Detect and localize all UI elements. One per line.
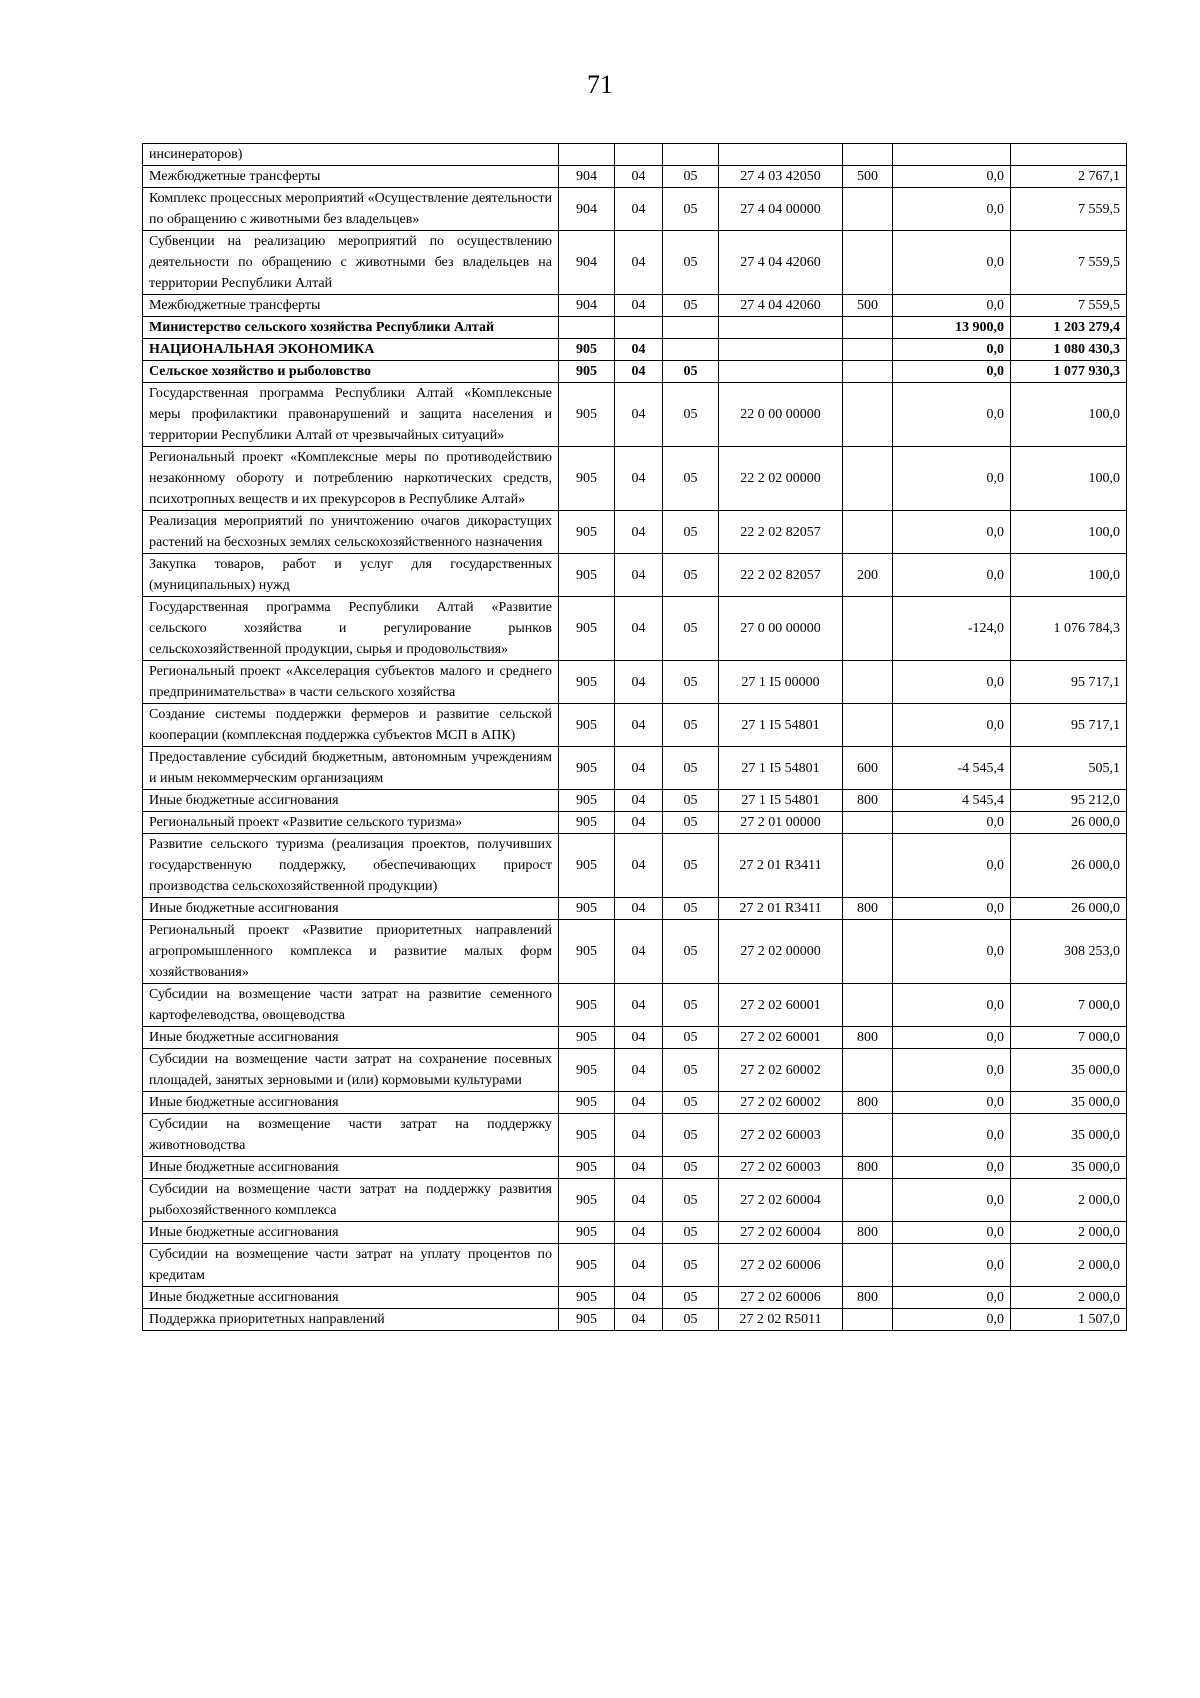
- target-article-cell: 27 2 02 60004: [719, 1222, 843, 1244]
- subsection-code-cell: 05: [663, 1157, 719, 1179]
- table-row: [143, 166, 1127, 188]
- expense-type-cell: [843, 339, 893, 361]
- expense-type-cell: [843, 704, 893, 747]
- subsection-code-cell: 05: [663, 361, 719, 383]
- table-row: [143, 704, 1127, 747]
- target-article-cell: 27 1 I5 54801: [719, 704, 843, 747]
- grbs-code-cell: 905: [559, 554, 615, 597]
- table-row: [143, 447, 1127, 511]
- subsection-code-cell: 05: [663, 1309, 719, 1331]
- row-name-cell: инсинераторов): [143, 144, 559, 166]
- total-amount-cell: 100,0: [1011, 554, 1127, 597]
- change-amount-cell: 0,0: [893, 383, 1011, 447]
- change-amount-cell: 0,0: [893, 361, 1011, 383]
- expense-type-cell: [843, 188, 893, 231]
- table-row: [143, 1049, 1127, 1092]
- subsection-code-cell: 05: [663, 166, 719, 188]
- row-name-cell: Иные бюджетные ассигнования: [143, 790, 559, 812]
- expense-type-cell: 200: [843, 554, 893, 597]
- subsection-code-cell: 05: [663, 812, 719, 834]
- subsection-code-cell: 05: [663, 920, 719, 984]
- section-code-cell: 04: [615, 790, 663, 812]
- target-article-cell: 27 2 02 60002: [719, 1049, 843, 1092]
- row-name-cell: Предоставление субсидий бюджетным, автономным учреждениям и иным некоммерческим организациям: [143, 747, 559, 790]
- subsection-code-cell: [663, 317, 719, 339]
- expense-type-cell: [843, 1309, 893, 1331]
- expense-type-cell: 800: [843, 1157, 893, 1179]
- target-article-cell: 27 2 02 60001: [719, 984, 843, 1027]
- section-code-cell: 04: [615, 1309, 663, 1331]
- expense-type-cell: [843, 1244, 893, 1287]
- total-amount-cell: 26 000,0: [1011, 812, 1127, 834]
- change-amount-cell: 0,0: [893, 1309, 1011, 1331]
- expense-type-cell: [843, 231, 893, 295]
- change-amount-cell: 0,0: [893, 1049, 1011, 1092]
- expense-type-cell: [843, 920, 893, 984]
- expense-type-cell: [843, 1049, 893, 1092]
- change-amount-cell: 0,0: [893, 231, 1011, 295]
- expense-type-cell: 800: [843, 1222, 893, 1244]
- subsection-code-cell: 05: [663, 747, 719, 790]
- section-code-cell: 04: [615, 704, 663, 747]
- grbs-code-cell: 905: [559, 447, 615, 511]
- row-name-cell: Региональный проект «Развитие приоритетных направлений агропромышленного комплекса и развитие малых форм хозяйствования»: [143, 920, 559, 984]
- section-code-cell: 04: [615, 661, 663, 704]
- target-article-cell: 27 2 02 60004: [719, 1179, 843, 1222]
- change-amount-cell: 0,0: [893, 188, 1011, 231]
- table-row: [143, 1287, 1127, 1309]
- table-row: [143, 1244, 1127, 1287]
- row-name-cell: Субсидии на возмещение части затрат на поддержку животноводства: [143, 1114, 559, 1157]
- section-code-cell: 04: [615, 920, 663, 984]
- section-code-cell: 04: [615, 383, 663, 447]
- table-row: [143, 1092, 1127, 1114]
- change-amount-cell: 0,0: [893, 511, 1011, 554]
- subsection-code-cell: 05: [663, 704, 719, 747]
- subsection-code-cell: [663, 144, 719, 166]
- row-name-cell: Субсидии на возмещение части затрат на сохранение посевных площадей, занятых зерновыми и (или) кормовыми культурами: [143, 1049, 559, 1092]
- change-amount-cell: 0,0: [893, 834, 1011, 898]
- section-code-cell: 04: [615, 511, 663, 554]
- section-code-cell: 04: [615, 339, 663, 361]
- change-amount-cell: 0,0: [893, 1179, 1011, 1222]
- grbs-code-cell: 905: [559, 597, 615, 661]
- total-amount-cell: 7 559,5: [1011, 295, 1127, 317]
- row-name-cell: Министерство сельского хозяйства Республики Алтай: [143, 317, 559, 339]
- total-amount-cell: 26 000,0: [1011, 834, 1127, 898]
- target-article-cell: [719, 339, 843, 361]
- total-amount-cell: 35 000,0: [1011, 1114, 1127, 1157]
- change-amount-cell: 0,0: [893, 166, 1011, 188]
- page-number: 71: [587, 70, 613, 99]
- grbs-code-cell: 904: [559, 295, 615, 317]
- row-name-cell: Субсидии на возмещение части затрат на уплату процентов по кредитам: [143, 1244, 559, 1287]
- subsection-code-cell: 05: [663, 1092, 719, 1114]
- expense-type-cell: [843, 834, 893, 898]
- subsection-code-cell: [663, 339, 719, 361]
- change-amount-cell: 4 545,4: [893, 790, 1011, 812]
- total-amount-cell: 1 080 430,3: [1011, 339, 1127, 361]
- section-code-cell: 04: [615, 1114, 663, 1157]
- row-name-cell: Развитие сельского туризма (реализация проектов, получивших государственную поддержку, обеспечивающих прирост производства сельскохозяйственной продукции): [143, 834, 559, 898]
- total-amount-cell: 2 000,0: [1011, 1179, 1127, 1222]
- table-row: [143, 1027, 1127, 1049]
- subsection-code-cell: 05: [663, 295, 719, 317]
- total-amount-cell: 95 717,1: [1011, 661, 1127, 704]
- grbs-code-cell: 905: [559, 383, 615, 447]
- section-code-cell: 04: [615, 188, 663, 231]
- budget-table: [142, 143, 1127, 1331]
- table-row: [143, 597, 1127, 661]
- section-code-cell: 04: [615, 1157, 663, 1179]
- change-amount-cell: 0,0: [893, 1027, 1011, 1049]
- total-amount-cell: 95 717,1: [1011, 704, 1127, 747]
- target-article-cell: 27 2 02 60006: [719, 1244, 843, 1287]
- total-amount-cell: 7 559,5: [1011, 188, 1127, 231]
- table-row: [143, 144, 1127, 166]
- section-code-cell: 04: [615, 166, 663, 188]
- table-row: [143, 747, 1127, 790]
- target-article-cell: 27 4 04 42060: [719, 231, 843, 295]
- row-name-cell: Закупка товаров, работ и услуг для государственных (муниципальных) нужд: [143, 554, 559, 597]
- subsection-code-cell: 05: [663, 898, 719, 920]
- expense-type-cell: 500: [843, 295, 893, 317]
- grbs-code-cell: 905: [559, 339, 615, 361]
- section-code-cell: 04: [615, 1092, 663, 1114]
- subsection-code-cell: 05: [663, 790, 719, 812]
- target-article-cell: 27 2 01 R3411: [719, 898, 843, 920]
- section-code-cell: 04: [615, 898, 663, 920]
- total-amount-cell: 2 000,0: [1011, 1222, 1127, 1244]
- expense-type-cell: [843, 984, 893, 1027]
- table-row: [143, 317, 1127, 339]
- change-amount-cell: 0,0: [893, 704, 1011, 747]
- section-code-cell: 04: [615, 554, 663, 597]
- row-name-cell: Межбюджетные трансферты: [143, 166, 559, 188]
- target-article-cell: 27 2 02 00000: [719, 920, 843, 984]
- expense-type-cell: 800: [843, 1092, 893, 1114]
- target-article-cell: 27 2 01 R3411: [719, 834, 843, 898]
- section-code-cell: 04: [615, 231, 663, 295]
- row-name-cell: Региональный проект «Развитие сельского туризма»: [143, 812, 559, 834]
- row-name-cell: Региональный проект «Комплексные меры по противодействию незаконному обороту и потреблению наркотических средств, психотропных веществ и их прекурсоров в Республике Алтай»: [143, 447, 559, 511]
- subsection-code-cell: 05: [663, 661, 719, 704]
- change-amount-cell: 0,0: [893, 1222, 1011, 1244]
- grbs-code-cell: 904: [559, 188, 615, 231]
- grbs-code-cell: 905: [559, 898, 615, 920]
- section-code-cell: 04: [615, 812, 663, 834]
- table-row: [143, 339, 1127, 361]
- row-name-cell: Реализация мероприятий по уничтожению очагов дикорастущих растений на бесхозных землях сельскохозяйственного назначения: [143, 511, 559, 554]
- table-row: [143, 812, 1127, 834]
- change-amount-cell: 0,0: [893, 1287, 1011, 1309]
- row-name-cell: Иные бюджетные ассигнования: [143, 1157, 559, 1179]
- expense-type-cell: 500: [843, 166, 893, 188]
- expense-type-cell: 800: [843, 790, 893, 812]
- subsection-code-cell: 05: [663, 1222, 719, 1244]
- subsection-code-cell: 05: [663, 597, 719, 661]
- section-code-cell: 04: [615, 597, 663, 661]
- total-amount-cell: 7 000,0: [1011, 1027, 1127, 1049]
- change-amount-cell: 0,0: [893, 295, 1011, 317]
- target-article-cell: 27 2 02 R5011: [719, 1309, 843, 1331]
- total-amount-cell: 7 000,0: [1011, 984, 1127, 1027]
- total-amount-cell: 7 559,5: [1011, 231, 1127, 295]
- target-article-cell: 27 2 02 60002: [719, 1092, 843, 1114]
- subsection-code-cell: 05: [663, 511, 719, 554]
- row-name-cell: Сельское хозяйство и рыболовство: [143, 361, 559, 383]
- table-row: [143, 920, 1127, 984]
- target-article-cell: 27 1 I5 00000: [719, 661, 843, 704]
- row-name-cell: Иные бюджетные ассигнования: [143, 1287, 559, 1309]
- change-amount-cell: 0,0: [893, 339, 1011, 361]
- target-article-cell: 27 1 I5 54801: [719, 790, 843, 812]
- section-code-cell: 04: [615, 1222, 663, 1244]
- expense-type-cell: 800: [843, 898, 893, 920]
- table-row: [143, 834, 1127, 898]
- section-code-cell: 04: [615, 361, 663, 383]
- subsection-code-cell: 05: [663, 1287, 719, 1309]
- target-article-cell: 27 4 04 42060: [719, 295, 843, 317]
- subsection-code-cell: 05: [663, 1027, 719, 1049]
- expense-type-cell: 600: [843, 747, 893, 790]
- change-amount-cell: 0,0: [893, 1092, 1011, 1114]
- table-row: [143, 790, 1127, 812]
- total-amount-cell: 100,0: [1011, 447, 1127, 511]
- total-amount-cell: 95 212,0: [1011, 790, 1127, 812]
- target-article-cell: 27 2 02 60001: [719, 1027, 843, 1049]
- row-name-cell: Иные бюджетные ассигнования: [143, 1027, 559, 1049]
- subsection-code-cell: 05: [663, 383, 719, 447]
- table-row: [143, 1114, 1127, 1157]
- total-amount-cell: 2 767,1: [1011, 166, 1127, 188]
- change-amount-cell: 0,0: [893, 920, 1011, 984]
- expense-type-cell: [843, 447, 893, 511]
- section-code-cell: 04: [615, 1244, 663, 1287]
- table-row: [143, 984, 1127, 1027]
- section-code-cell: 04: [615, 747, 663, 790]
- subsection-code-cell: 05: [663, 554, 719, 597]
- row-name-cell: Субсидии на возмещение части затрат на развитие семенного картофелеводства, овощеводства: [143, 984, 559, 1027]
- target-article-cell: 27 2 02 60003: [719, 1114, 843, 1157]
- grbs-code-cell: [559, 317, 615, 339]
- target-article-cell: 27 4 03 42050: [719, 166, 843, 188]
- grbs-code-cell: 905: [559, 1222, 615, 1244]
- total-amount-cell: 100,0: [1011, 383, 1127, 447]
- target-article-cell: 22 2 02 82057: [719, 554, 843, 597]
- total-amount-cell: 2 000,0: [1011, 1244, 1127, 1287]
- row-name-cell: Региональный проект «Акселерация субъектов малого и среднего предпринимательства» в части сельского хозяйства: [143, 661, 559, 704]
- target-article-cell: 22 2 02 82057: [719, 511, 843, 554]
- change-amount-cell: 0,0: [893, 812, 1011, 834]
- expense-type-cell: [843, 383, 893, 447]
- table-row: [143, 1157, 1127, 1179]
- expense-type-cell: [843, 812, 893, 834]
- expense-type-cell: 800: [843, 1027, 893, 1049]
- total-amount-cell: 100,0: [1011, 511, 1127, 554]
- grbs-code-cell: 905: [559, 1114, 615, 1157]
- subsection-code-cell: 05: [663, 231, 719, 295]
- section-code-cell: 04: [615, 1287, 663, 1309]
- target-article-cell: 27 1 I5 54801: [719, 747, 843, 790]
- subsection-code-cell: 05: [663, 1244, 719, 1287]
- table-row: [143, 898, 1127, 920]
- grbs-code-cell: 905: [559, 511, 615, 554]
- target-article-cell: [719, 144, 843, 166]
- expense-type-cell: [843, 511, 893, 554]
- section-code-cell: 04: [615, 834, 663, 898]
- row-name-cell: Государственная программа Республики Алтай «Развитие сельского хозяйства и регулирование рынков сельскохозяйственной продукции, сырья и продовольствия»: [143, 597, 559, 661]
- expense-type-cell: [843, 317, 893, 339]
- grbs-code-cell: 905: [559, 1244, 615, 1287]
- table-row: [143, 295, 1127, 317]
- section-code-cell: 04: [615, 1027, 663, 1049]
- row-name-cell: Комплекс процессных мероприятий «Осуществление деятельности по обращению с животными без владельцев»: [143, 188, 559, 231]
- table-row: [143, 554, 1127, 597]
- target-article-cell: 22 2 02 00000: [719, 447, 843, 511]
- section-code-cell: 04: [615, 1049, 663, 1092]
- grbs-code-cell: 904: [559, 166, 615, 188]
- subsection-code-cell: 05: [663, 1114, 719, 1157]
- change-amount-cell: 0,0: [893, 1114, 1011, 1157]
- table-row: [143, 231, 1127, 295]
- table-row: [143, 1222, 1127, 1244]
- section-code-cell: 04: [615, 447, 663, 511]
- expense-type-cell: [843, 1179, 893, 1222]
- change-amount-cell: -4 545,4: [893, 747, 1011, 790]
- table-row: [143, 511, 1127, 554]
- expense-type-cell: 800: [843, 1287, 893, 1309]
- target-article-cell: [719, 317, 843, 339]
- target-article-cell: 27 0 00 00000: [719, 597, 843, 661]
- grbs-code-cell: 905: [559, 1287, 615, 1309]
- section-code-cell: 04: [615, 984, 663, 1027]
- target-article-cell: 27 2 02 60006: [719, 1287, 843, 1309]
- change-amount-cell: 0,0: [893, 898, 1011, 920]
- grbs-code-cell: 905: [559, 747, 615, 790]
- total-amount-cell: 1 507,0: [1011, 1309, 1127, 1331]
- change-amount-cell: 0,0: [893, 661, 1011, 704]
- change-amount-cell: 0,0: [893, 447, 1011, 511]
- grbs-code-cell: 905: [559, 920, 615, 984]
- grbs-code-cell: 905: [559, 1157, 615, 1179]
- table-row: [143, 1309, 1127, 1331]
- grbs-code-cell: 905: [559, 1027, 615, 1049]
- grbs-code-cell: 904: [559, 231, 615, 295]
- change-amount-cell: 0,0: [893, 984, 1011, 1027]
- row-name-cell: Иные бюджетные ассигнования: [143, 1222, 559, 1244]
- grbs-code-cell: 905: [559, 661, 615, 704]
- total-amount-cell: 1 203 279,4: [1011, 317, 1127, 339]
- expense-type-cell: [843, 1114, 893, 1157]
- target-article-cell: [719, 361, 843, 383]
- expense-type-cell: [843, 361, 893, 383]
- table-row: [143, 661, 1127, 704]
- subsection-code-cell: 05: [663, 188, 719, 231]
- change-amount-cell: 0,0: [893, 1157, 1011, 1179]
- total-amount-cell: 505,1: [1011, 747, 1127, 790]
- subsection-code-cell: 05: [663, 834, 719, 898]
- table-row: [143, 1179, 1127, 1222]
- section-code-cell: 04: [615, 1179, 663, 1222]
- row-name-cell: Государственная программа Республики Алтай «Комплексные меры профилактики правонарушений и защита населения и территории Республики Алтай от чрезвычайных ситуаций»: [143, 383, 559, 447]
- total-amount-cell: 26 000,0: [1011, 898, 1127, 920]
- target-article-cell: 27 4 04 00000: [719, 188, 843, 231]
- section-code-cell: 04: [615, 295, 663, 317]
- target-article-cell: 22 0 00 00000: [719, 383, 843, 447]
- grbs-code-cell: 905: [559, 812, 615, 834]
- row-name-cell: Субсидии на возмещение части затрат на поддержку развития рыбохозяйственного комплекса: [143, 1179, 559, 1222]
- target-article-cell: 27 2 01 00000: [719, 812, 843, 834]
- grbs-code-cell: 905: [559, 1092, 615, 1114]
- table-row: [143, 361, 1127, 383]
- change-amount-cell: -124,0: [893, 597, 1011, 661]
- total-amount-cell: 35 000,0: [1011, 1049, 1127, 1092]
- target-article-cell: 27 2 02 60003: [719, 1157, 843, 1179]
- expense-type-cell: [843, 144, 893, 166]
- table-row: [143, 188, 1127, 231]
- row-name-cell: Иные бюджетные ассигнования: [143, 898, 559, 920]
- grbs-code-cell: 905: [559, 790, 615, 812]
- grbs-code-cell: 905: [559, 1309, 615, 1331]
- change-amount-cell: 13 900,0: [893, 317, 1011, 339]
- subsection-code-cell: 05: [663, 984, 719, 1027]
- total-amount-cell: 308 253,0: [1011, 920, 1127, 984]
- section-code-cell: [615, 317, 663, 339]
- total-amount-cell: [1011, 144, 1127, 166]
- grbs-code-cell: 905: [559, 1049, 615, 1092]
- total-amount-cell: 1 076 784,3: [1011, 597, 1127, 661]
- grbs-code-cell: 905: [559, 361, 615, 383]
- change-amount-cell: [893, 144, 1011, 166]
- subsection-code-cell: 05: [663, 1049, 719, 1092]
- row-name-cell: НАЦИОНАЛЬНАЯ ЭКОНОМИКА: [143, 339, 559, 361]
- total-amount-cell: 35 000,0: [1011, 1092, 1127, 1114]
- grbs-code-cell: 905: [559, 984, 615, 1027]
- subsection-code-cell: 05: [663, 447, 719, 511]
- expense-type-cell: [843, 661, 893, 704]
- total-amount-cell: 35 000,0: [1011, 1157, 1127, 1179]
- change-amount-cell: 0,0: [893, 1244, 1011, 1287]
- total-amount-cell: 1 077 930,3: [1011, 361, 1127, 383]
- grbs-code-cell: 905: [559, 834, 615, 898]
- section-code-cell: [615, 144, 663, 166]
- row-name-cell: Иные бюджетные ассигнования: [143, 1092, 559, 1114]
- table-row: [143, 383, 1127, 447]
- grbs-code-cell: 905: [559, 1179, 615, 1222]
- subsection-code-cell: 05: [663, 1179, 719, 1222]
- row-name-cell: Межбюджетные трансферты: [143, 295, 559, 317]
- change-amount-cell: 0,0: [893, 554, 1011, 597]
- row-name-cell: Создание системы поддержки фермеров и развитие сельской кооперации (комплексная поддержка субъектов МСП в АПК): [143, 704, 559, 747]
- total-amount-cell: 2 000,0: [1011, 1287, 1127, 1309]
- row-name-cell: Субвенции на реализацию мероприятий по осуществлению деятельности по обращению с животными без владельцев на территории Республики Алтай: [143, 231, 559, 295]
- expense-type-cell: [843, 597, 893, 661]
- grbs-code-cell: [559, 144, 615, 166]
- row-name-cell: Поддержка приоритетных направлений: [143, 1309, 559, 1331]
- grbs-code-cell: 905: [559, 704, 615, 747]
